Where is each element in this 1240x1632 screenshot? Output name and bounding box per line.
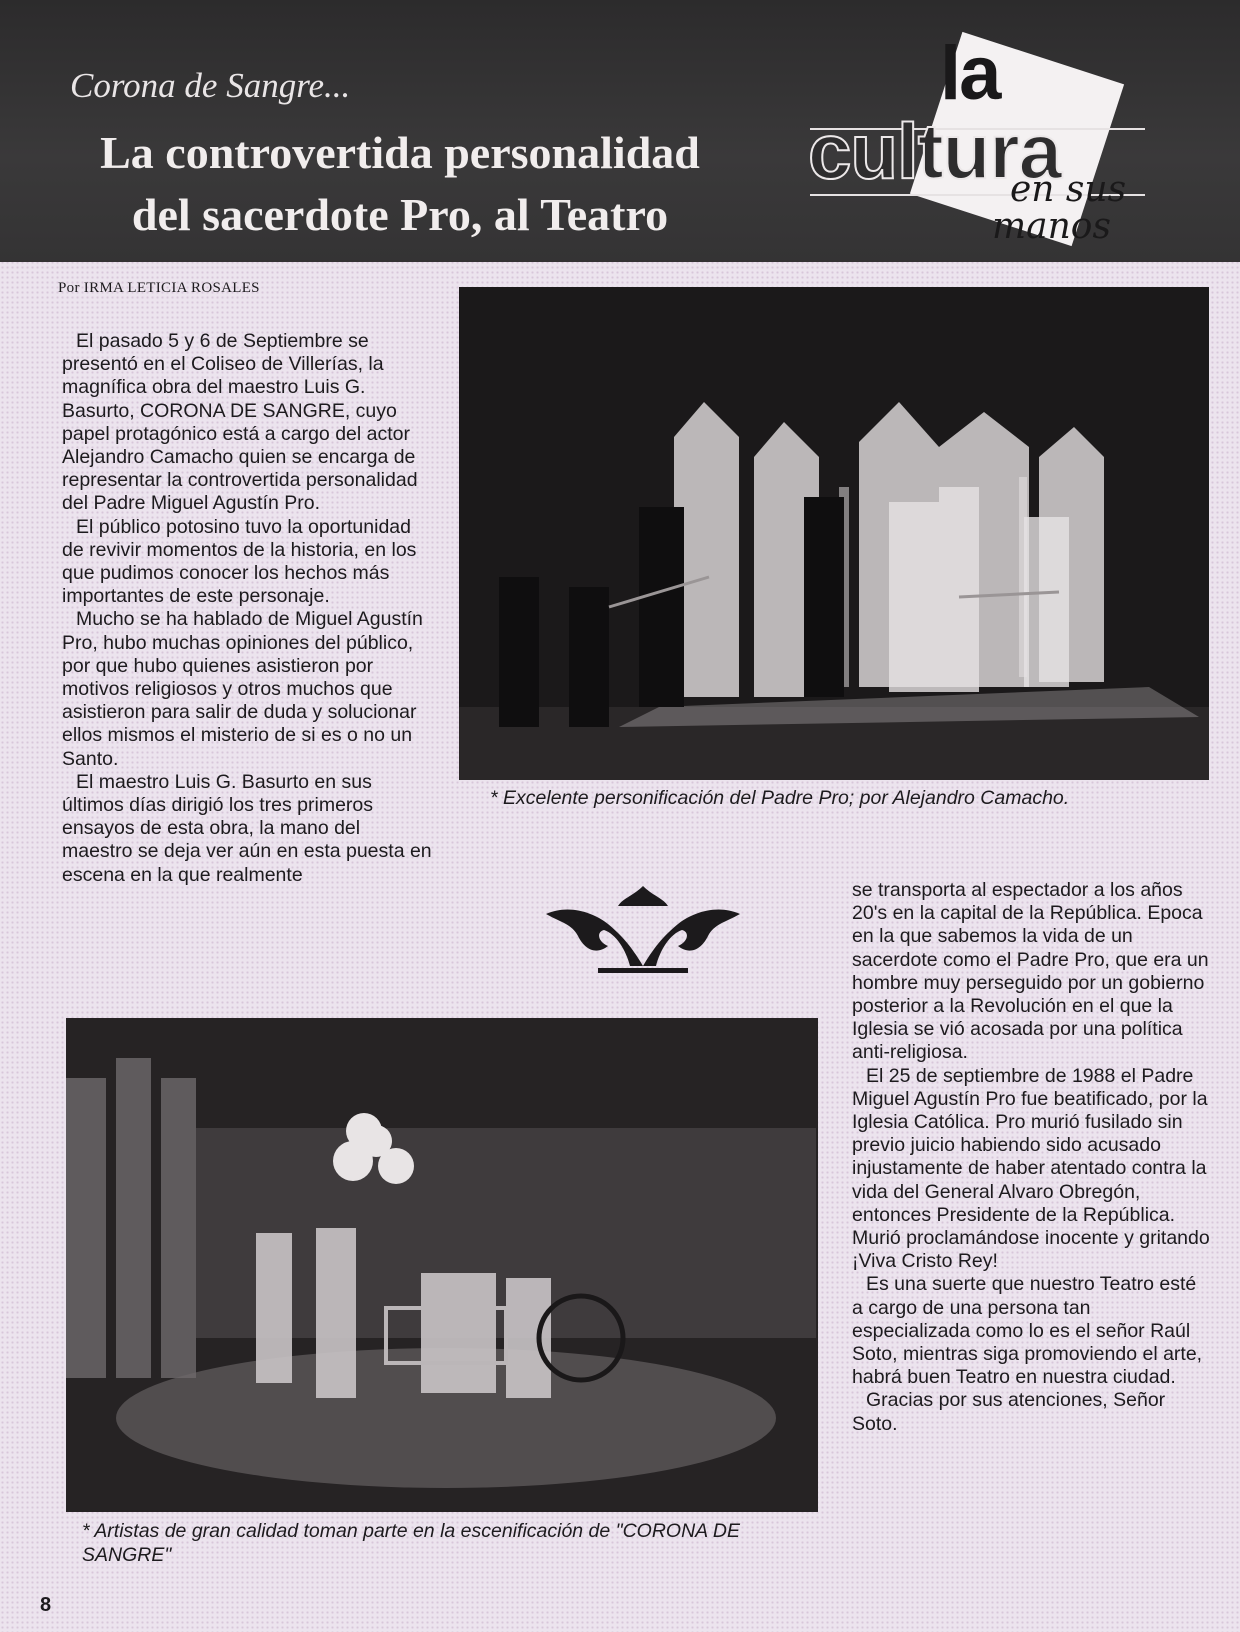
paragraph: Mucho se ha hablado de Miguel Agustín Pro, hubo muchas opiniones del público, por que hubo quienes asistieron por motivos religiosos y otros muchos que asistieron para salir de duda y solucionar ellos mismos el misterio de si es o no un Santo. bbox=[62, 608, 423, 770]
stage-scene-illustration bbox=[459, 287, 1209, 780]
paragraph: Es una suerte que nuestro Teatro esté a cargo de una persona tan especializada como lo es el señor Raúl Soto, mientras siga promoviendo el arte, habrá buen Teatro en nuestra ciudad. bbox=[852, 1273, 1203, 1389]
logo-word-la: la bbox=[940, 31, 1000, 116]
logo-word-manos: manos bbox=[992, 206, 1111, 247]
section-logo bbox=[808, 31, 1220, 259]
paragraph: se transporta al espectador a los años 20's en la capital de la República. Epoca en la que sabemos la vida de un sacerdote como el Padre Pro, que era un hombre muy perseguido por un gobierno posterior a la Revolución en el que la Iglesia se vió acosada por una política anti-religiosa. bbox=[852, 879, 1209, 1064]
stage-photo-artists bbox=[66, 1018, 818, 1512]
photo-caption-top: * Excelente personificación del Padre Pro; por Alejandro Camacho. bbox=[490, 787, 1070, 809]
decorative-ornament-icon bbox=[538, 884, 748, 974]
photo-caption-bottom: * Artistas de gran calidad toman parte en la escenificación de "CORONA DE SANGRE" bbox=[82, 1520, 740, 1566]
article-kicker: Corona de Sangre... bbox=[70, 66, 351, 105]
logo-word-cultura: cultura bbox=[808, 107, 1062, 195]
headline-line-1: La controvertida personalidad bbox=[100, 127, 700, 178]
byline: Por IRMA LETICIA ROSALES bbox=[58, 280, 260, 296]
article-column-left bbox=[62, 330, 434, 887]
headline-line-2: del sacerdote Pro, al Teatro bbox=[131, 189, 669, 240]
stage-scene-illustration bbox=[66, 1018, 818, 1512]
paragraph: El 25 de septiembre de 1988 el Padre Miguel Agustín Pro fue beatificado, por la Iglesia Católica. Pro murió fusilado sin previo juicio habiendo sido acusado injustamente de haber atentado contra la vida del General Alvaro Obregón, entonces Presidente de la República. Murió proclamándose inocente y gritando ¡Viva Cristo Rey! bbox=[852, 1064, 1210, 1273]
page-number: 8 bbox=[40, 1594, 52, 1616]
paragraph: El pasado 5 y 6 de Septiembre se presentó en el Coliseo de Villerías, la magnífica obra del maestro Luis G. Basurto, CORONA DE SANGRE, cuyo papel protagónico está a cargo del actor Alejandro Camacho quien se encarga de representar la controvertida personalidad del Padre Miguel Agustín Pro. bbox=[62, 330, 418, 515]
article-headline bbox=[60, 122, 740, 246]
article-column-right bbox=[852, 879, 1212, 1436]
header-banner bbox=[0, 0, 1240, 262]
paragraph: El público potosino tuvo la oportunidad de revivir momentos de la historia, en los que pudimos conocer los hechos más importantes de este personaje. bbox=[62, 515, 417, 608]
paragraph: Gracias por sus atenciones, Señor Soto. bbox=[852, 1389, 1166, 1435]
stage-photo-padre-pro bbox=[459, 287, 1209, 780]
logo-word-en-sus: en sus bbox=[1010, 169, 1127, 210]
paragraph: El maestro Luis G. Basurto en sus últimos días dirigió los tres primeros ensayos de esta obra, la mano del maestro se deja ver aún en esta puesta en escena en la que realmente bbox=[62, 770, 432, 886]
